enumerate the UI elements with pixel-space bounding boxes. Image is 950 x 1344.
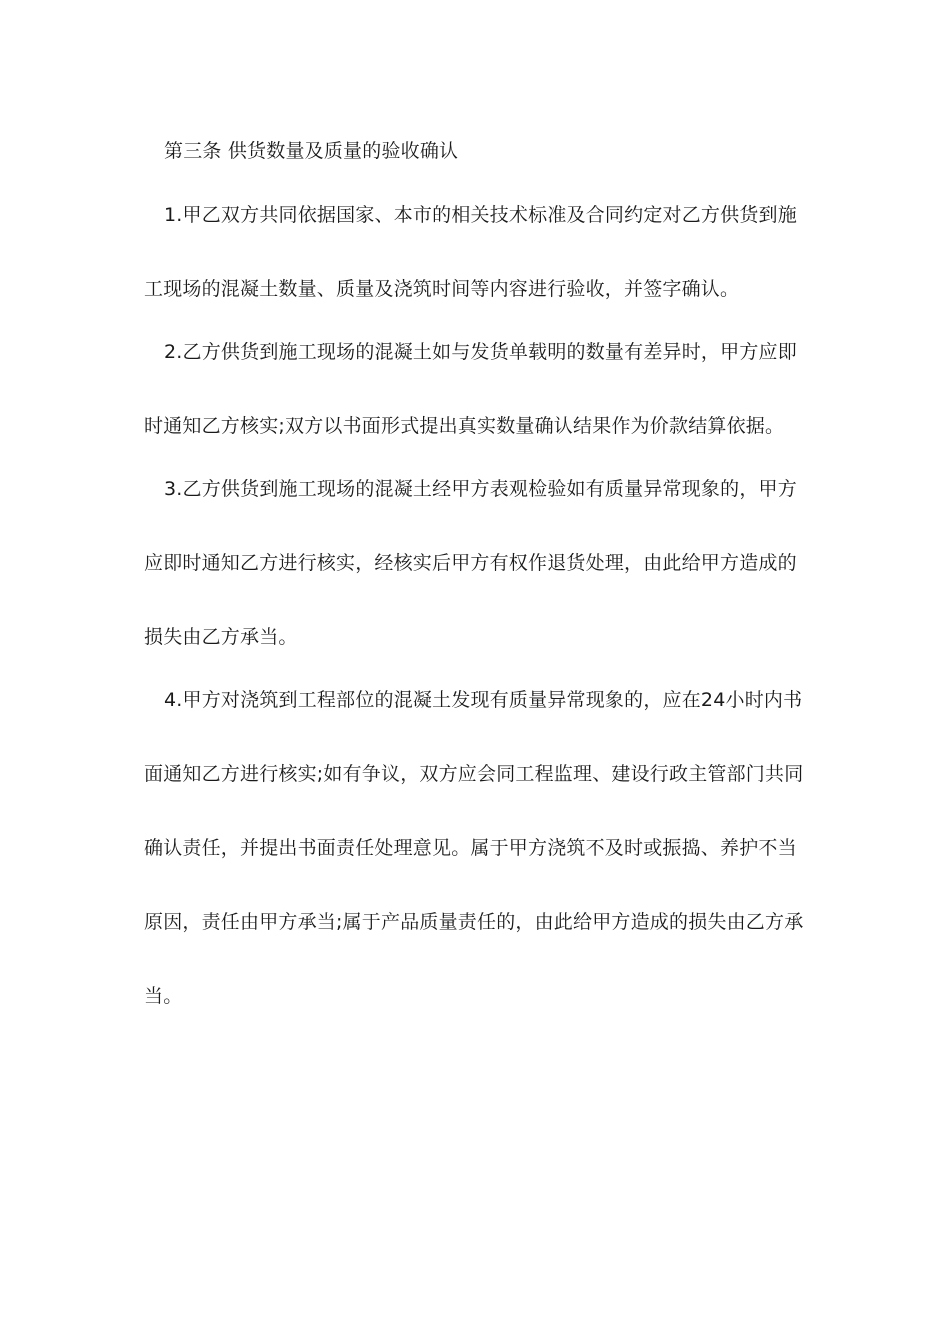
clause-4-line-3: 确认责任，并提出书面责任处理意见。属于甲方浇筑不及时或振捣、养护不当 (144, 837, 797, 859)
section-heading: 第三条 供货数量及质量的验收确认 (164, 140, 459, 162)
clause-4-line-2: 面通知乙方进行核实;如有争议，双方应会同工程监理、建设行政主管部门共同 (144, 763, 804, 785)
clause-1-line-2: 工现场的混凝土数量、质量及浇筑时间等内容进行验收，并签字确认。 (144, 278, 740, 300)
clause-2-line-1: 2.乙方供货到施工现场的混凝土如与发货单载明的数量有差异时，甲方应即 (164, 341, 797, 363)
clause-2-line-2: 时通知乙方核实;双方以书面形式提出真实数量确认结果作为价款结算依据。 (144, 415, 785, 437)
clause-3-line-3: 损失由乙方承当。 (144, 626, 298, 648)
clause-3-line-1: 3.乙方供货到施工现场的混凝土经甲方表观检验如有质量异常现象的，甲方 (164, 478, 797, 500)
clause-1-line-1: 1.甲乙双方共同依据国家、本市的相关技术标准及合同约定对乙方供货到施 (164, 204, 797, 226)
clause-4-line-4: 原因，责任由甲方承当;属于产品质量责任的，由此给甲方造成的损失由乙方承 (144, 911, 804, 933)
clause-3-line-2: 应即时通知乙方进行核实，经核实后甲方有权作退货处理，由此给甲方造成的 (144, 552, 797, 574)
clause-4-line-5: 当。 (144, 985, 183, 1007)
clause-4-line-1: 4.甲方对浇筑到工程部位的混凝土发现有质量异常现象的，应在24小时内书 (164, 689, 803, 711)
